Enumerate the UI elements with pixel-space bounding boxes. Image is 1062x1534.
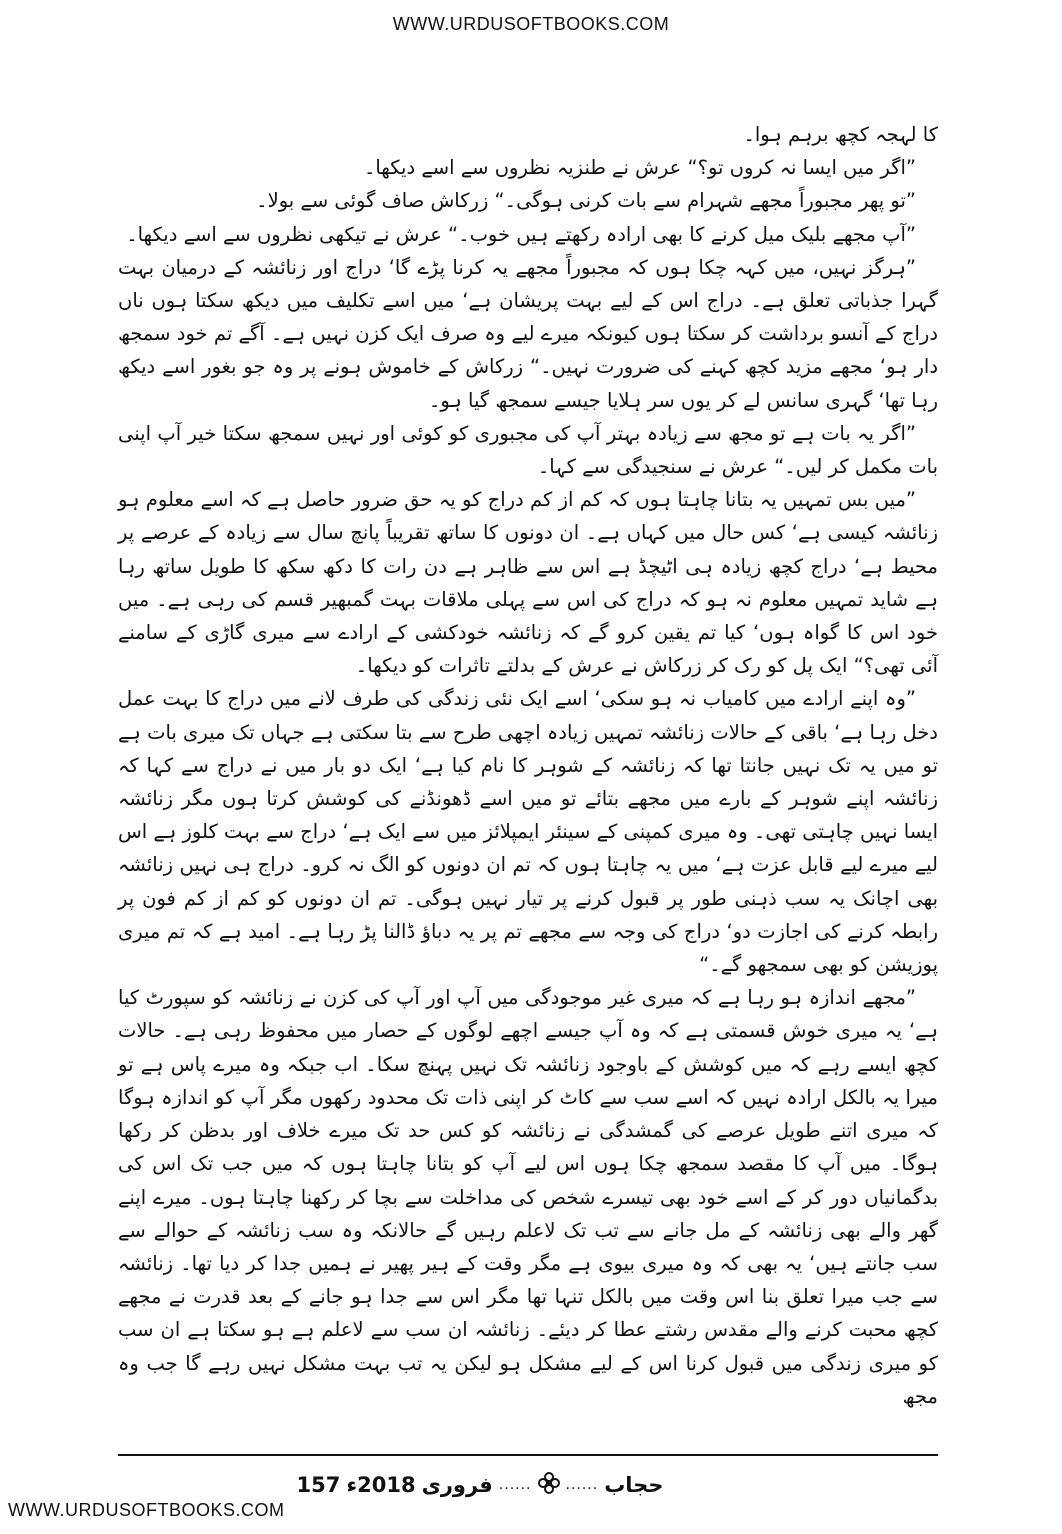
magazine-name: حجاب bbox=[604, 1473, 664, 1497]
paragraph: کا لہجہ کچھ برہم ہوا۔ bbox=[743, 123, 938, 146]
paragraph: ”مجھے اندازہ ہو رہا ہے کہ میری غیر موجودگی میں آپ اور آپ کی کزن نے زنائشہ کو سپورٹ کیا ہے‘ یہ میری خوش قسمتی ہے کہ وہ آپ جیسے اچھے لوگوں کے حصار میں محفوظ رہی ہے۔ حالات کچھ ایسے رہے کہ میں کوشش کے باوجود زنائشہ تک نہیں پہنچ سکا۔ اب جبکہ وہ میرے پاس ہے تو میرا یہ بالکل ارادہ نہیں کہ اسے سب سے کاٹ کر اپنی ذات تک محدود رکھوں مگر آپ کو اندازہ ہوگا کہ میری اتنے طویل عرصے کی گمشدگی نے زنائشہ کو کس حد تک میرے خلاف اور بدظن کر رکھا ہوگا۔ میں آپ کا مقصد سمجھ چکا ہوں اس لیے آپ کو بتانا چاہتا ہوں کہ میں جب تک اس کی بدگمانیاں دور کر کے اسے خود بھی تیسرے شخص کی مداخلت سے بچا کر رکھنا چاہتا ہوں۔ میرے اپنے گھر والے بھی زنائشہ کے مل جانے سے تب تک لاعلم رہیں گے حالانکہ وہ سب زنائشہ کے حوالے سے سب جانتے ہیں‘ یہ بھی کہ وہ میری بیوی ہے مگر وقت کے ہیر پھیر نے ہمیں جدا کر دیا تھا۔ زنائشہ سے جب میرا تعلق بنا اس وقت میں بالکل تنہا تھا مگر اس سے جدا ہو جانے کے بعد قدرت نے مجھے کچھ محبت کرنے والے مقدس رشتے عطا کر دیئے۔ زنائشہ ان سب سے لاعلم ہے ہو سکتا ہے ان سب کو میری زندگی میں قبول کرنا اس کے لیے مشکل ہو لیکن یہ تب بہت مشکل نہیں رہے گا جب وہ مجھ bbox=[118, 986, 938, 1408]
article-body bbox=[118, 118, 938, 1413]
paragraph: ”ہرگز نہیں، میں کہہ چکا ہوں کہ مجبوراً مجھے یہ کرنا پڑے گا‘ دراج اور زنائشہ کے درمیان بہت گہرا جذباتی تعلق ہے۔ دراج اس کے لیے بہت پریشان ہے‘ میں اسے تکلیف میں دیکھ سکتا ہوں ناں دراج کے آنسو برداشت کر سکتا ہوں کیونکہ میرے لیے وہ صرف ایک کزن نہیں ہے۔ آگے تم خود سمجھ دار ہو‘ مجھے مزید کچھ کہنے کی ضرورت نہیں۔“ زرکاش کے خاموش ہونے پر وہ جو بغور اسے دیکھ رہا تھا‘ گہری سانس لے کر یوں سر ہلایا جیسے سمجھ گیا ہو۔ bbox=[118, 255, 938, 412]
paragraph: ”آپ مجھے بلیک میل کرنے کا بھی ارادہ رکھتے ہیں خوب۔“ عرش نے تیکھی نظروں سے اسے دیکھا۔ bbox=[126, 222, 916, 246]
page-number: 157 bbox=[296, 1473, 341, 1497]
paragraph: ”اگر میں ایسا نہ کروں تو؟“ عرش نے طنزیہ نظروں سے اسے دیکھا۔ bbox=[363, 156, 916, 180]
issue-month: فروری bbox=[421, 1473, 493, 1497]
footer-dots: ...... bbox=[565, 1477, 599, 1493]
paragraph: ”وہ اپنے ارادے میں کامیاب نہ ہو سکی‘ اسے ایک نئی زندگی کی طرف لانے میں دراج کا بہت عمل دخل رہا ہے‘ باقی کے حالات زنائشہ تمہیں زیادہ اچھی طرح سے بتا سکتی ہے جہاں تک میری بات ہے تو میں یہ تک نہیں جانتا تھا کہ زنائشہ کے شوہر کا نام کیا ہے‘ ایک دو بار میں نے دراج سے کہا کہ زنائشہ اپنے شوہر کے بارے میں مجھے بتائے تو میں اسے ڈھونڈنے کی کوشش کرتا ہوں مگر زنائشہ ایسا نہیں چاہتی تھی۔ وہ میری کمپنی کے سینئر ایمپلائز میں سے ایک ہے‘ دراج سے بہت کلوز ہے اس لیے میرے لیے قابل عزت ہے‘ میں یہ چاہتا ہوں کہ تم ان دونوں کو الگ نہ کرو۔ دراج ہی نہیں زنائشہ بھی اچانک یہ سب ذہنی طور پر قبول کرنے پر تیار نہیں ہوگی۔ تم ان دونوں کو کم از کم فون پر رابطہ کرنے کی اجازت دو‘ دراج کی وجہ سے مجھے تم پر یہ دباؤ ڈالنا پڑ رہا ہے۔ امید ہے کہ تم میری پوزیشن کو بھی سمجھو گے۔“ bbox=[118, 687, 938, 977]
footer-dots: ...... bbox=[498, 1477, 532, 1493]
page-footer bbox=[280, 1468, 680, 1502]
watermark-bottom[interactable]: WWW.URDUSOFTBOOKS.COM bbox=[8, 1500, 285, 1520]
paragraph: ”میں بس تمہیں یہ بتانا چاہتا ہوں کہ کم از کم دراج کو یہ حق ضرور حاصل ہے کہ اسے معلوم ہو زنائشہ کیسی ہے‘ کس حال میں کہاں ہے۔ ان دونوں کا ساتھ تقریباً پانچ سال سے زیادہ کے عرصے پر محیط ہے‘ دراج کچھ زیادہ ہی اٹیچڈ ہے اس سے ظاہر ہے دن رات کا دکھ سکھ کا طویل ساتھ رہا ہے شاید تمہیں معلوم نہ ہو کہ دراج کی اس سے پہلی ملاقات بہت گمبھیر قسم کی رہی ہے۔ میں خود اس کا گواہ ہوں‘ کیا تم یقین کرو گے کہ زنائشہ خودکشی کے ارادے سے میری گاڑی کے سامنے آئی تھی؟“ ایک پل کو رک کر زرکاش نے عرش کے بدلتے تاثرات کو دیکھا۔ bbox=[118, 488, 938, 678]
paragraph: ”اگر یہ بات ہے تو مجھ سے زیادہ بہتر آپ کی مجبوری کو کوئی اور نہیں سمجھ سکتا خیر آپ اپنی بات مکمل کر لیں۔“ عرش نے سنجیدگی سے کہا۔ bbox=[118, 421, 938, 479]
flower-icon bbox=[538, 1472, 560, 1499]
watermark-top[interactable]: WWW.URDUSOFTBOOKS.COM bbox=[392, 14, 670, 34]
footer-divider bbox=[118, 1454, 938, 1456]
issue-year: 2018ء bbox=[346, 1473, 416, 1497]
paragraph: ”تو پھر مجبوراً مجھے شہرام سے بات کرنی ہوگی۔“ زرکاش صاف گوئی سے بولا۔ bbox=[256, 189, 916, 213]
